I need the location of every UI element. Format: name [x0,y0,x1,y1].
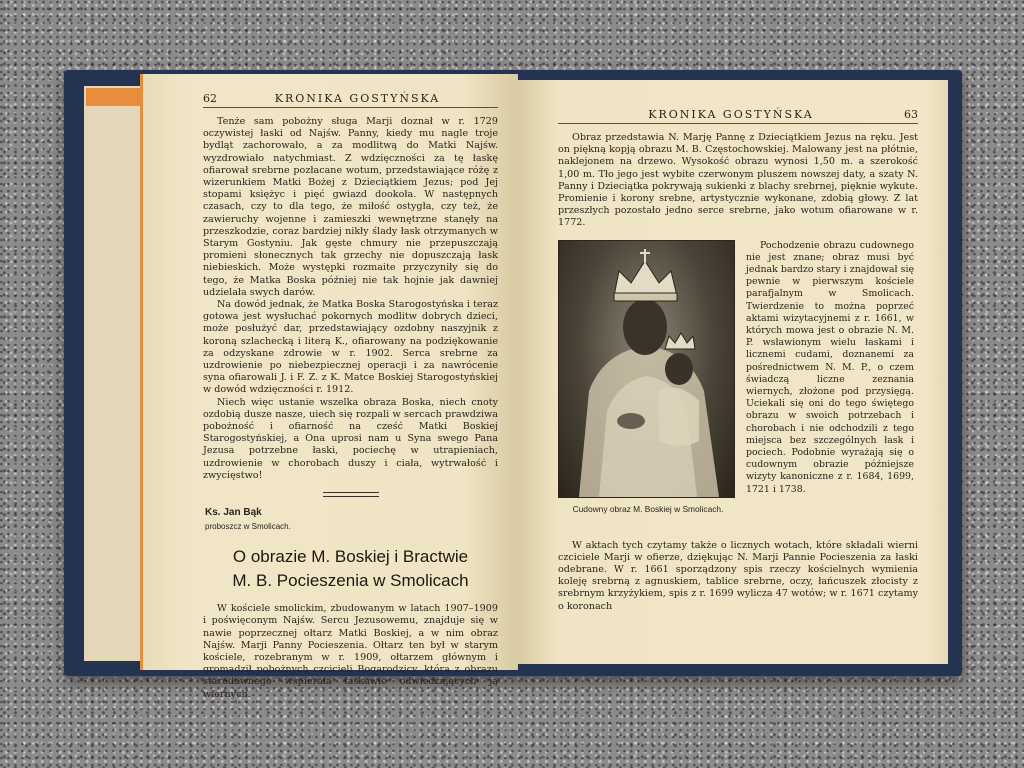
madonna-illustration [559,241,734,497]
right-running-head [558,108,918,124]
orange-page-edge [86,88,148,106]
article-title-line-2: M. B. Pocieszenia w Smolicach [232,571,469,591]
figure-caption: Cudowny obraz M. Boskiej w Smolicach. [572,503,724,514]
article-title-line-1: O obrazie M. Boskiej i Bractwie [232,547,469,567]
left-page [140,74,518,700]
left-page-number: 62 [203,92,217,105]
section-divider [323,492,379,497]
left-paragraph-2: Na dowód jednak, że Matka Boska Starogostyńska i teraz gotowa jest wysłuchać pokornych modlitw dobrych dzieci, może posłużyć dar, przedstawiający ozdobny naszyjnik z koroną szlachecką i literą K., ofiarowany na podziękowanie za odzyskane zdrowie w r. 1902. Serca srebrne za uzdrowienie po niebezpiecznej operacji i za nawrócenie syna ofiarowali J. i F. Z. z K. Matce Boskiej Starogostyńskiej w dowód wdzięczności r. 1912. [203,299,498,396]
left-running-head [203,92,498,108]
author-role: proboszcz w Smolicach. [205,522,291,532]
right-intro-paragraph: Obraz przedstawia N. Marję Pannę z Dzieciątkiem Jezus na ręku. Jest on piękną kopją obrazu M. B. Częstochowskiej. Malowany jest na płótnie, naklejonem na drzewo. Wysokość obrazu wynosi 1,50 m. a szerokość 1,00 m. Tło jego jest wybite czerwonym pluszem nowszej daty, a szaty N. Panny i Dzieciątka pokrywają sukienki z blachy srebrnej, pięknie wykute. Promienie i korony srebne, artystycznie wykonane, zdobią głowy. Z lat przeszłych pozostało jedno serce srebrne, jako wotum ofiarowane w r. 1772. [558,132,918,229]
side-column [746,240,914,496]
article-title [203,545,498,593]
left-paragraph-3: Niech więc ustanie wszelka obraza Boska, niech cnoty ozdobią dusze nasze, uiech się rozpali w sercach prawdziwa pobożność i ofiarność na cześć Matki Boskiej Starogostyńskiej, a Ona uprosi nam u Syna swego Pana Jezusa potrzebne łaski, pociechę w utrapieniach, uzdrowienie w chorobach duszy i ciała, wytrwałość i zwycięstwo! [203,396,498,481]
right-page-number: 63 [904,108,918,121]
right-page [516,80,948,664]
side-paragraph: Pochodzenie obrazu cudownego nie jest znane; obraz musi być jednak bardzo stary i znajdował się pewnie w pierwszym kościele parafjalnym w Smolicach. Twierdzenie to można poprzeć aktami wizytacyjnemi z r. 1661, w których mowa jest o obrazie N. M. P. wsławionym wielu łaskami i licznemi cudami, doznanemi za pośrednictwem N. M. P., o czem świadczą liczne zeznania wiernych, złożone pod przysięgą. Uciekali się oni do tego świętego obrazu w swoich potrzebach i chorobach i nie odchodzili z tego miejsca bez szczególnych łask i pociech. Podobnie wyrażają się o cudownym obrazie późniejsze wizyty kanoniczne z r. 1684, 1699, 1721 i 1738. [746,239,914,495]
right-header-title: KRONIKA GOSTYŃSKA [648,108,814,121]
article-paragraph: W kościele smolickim, zbudowanym w latach 1907–1909 i poświęconym Najśw. Sercu Jezusowemu, znajduje się w nawie poprzecznej ołtarz Matki Boskiej, a w nim obraz Najśw. Marji Panny Pocieszenia. Ołtarz ten był w starym kościele, rozebranym w r. 1909, ołtarzem głównym i gromadził pobożnych czcicieli Bogarodzicy, która z obrazu starodawnego wspierała łaskawie odwiedzających ją wiernych. [203,603,498,700]
right-bottom-paragraph: W aktach tych czytamy także o licznych wotach, które składali wierni czciciele Marji w ofierze, dziękując N. Marji Pannie Pocieszenia za łaski odebrane. W r. 1661 sporządzony spis rzeczy kościelnych wymienia koleję srebrną z agnuskiem, tablice srebrne, oczy, łańcuszek złocisty z srebrnym krzyżykiem, spis z r. 1699 wylicza 47 wotów; w r. 1671 czytamy o koronach [558,539,918,612]
left-header-title: KRONIKA GOSTYŃSKA [274,92,441,105]
madonna-image [558,240,735,498]
author-name: Ks. Jan Bąk [205,507,262,519]
figure-block [558,240,918,540]
left-paragraph-1: Tenże sam pobożny sługa Marji doznał w r. 1729 oczywistej łaski od Najśw. Panny, kiedy mu nagle troje bydląt zachorowało, a za modlitwą do Matki Najśw. wyzdrowiało natychmiast. Z wdzięczności za tę łaskę ofiarował srebrne pozłacane wotum, przedstawiające różę z wizerunkiem Matki Bożej z Dzieciątkiem Jezus; pod Jej stopami księżyc i pięć gwiazd dookoła. W następnych czasach, czy to dla tego, że miłość ostygła, czy też, że zawieruchy wojenne i zamieszki wewnętrzne stanęły na przeszkodzie, coraz bardziej nikły ślady łask otrzymanych w Starym Gostyniu. Jak gęste chmury nie przepuszczają promieni słonecznych tak grzechy nie dopuszczają łask niebieskich. Może występki rozmaite przyczyniły się do tego, że Matka Boska później nie tak hojnie jak dawniej udzielała swych darów. [203,116,498,298]
